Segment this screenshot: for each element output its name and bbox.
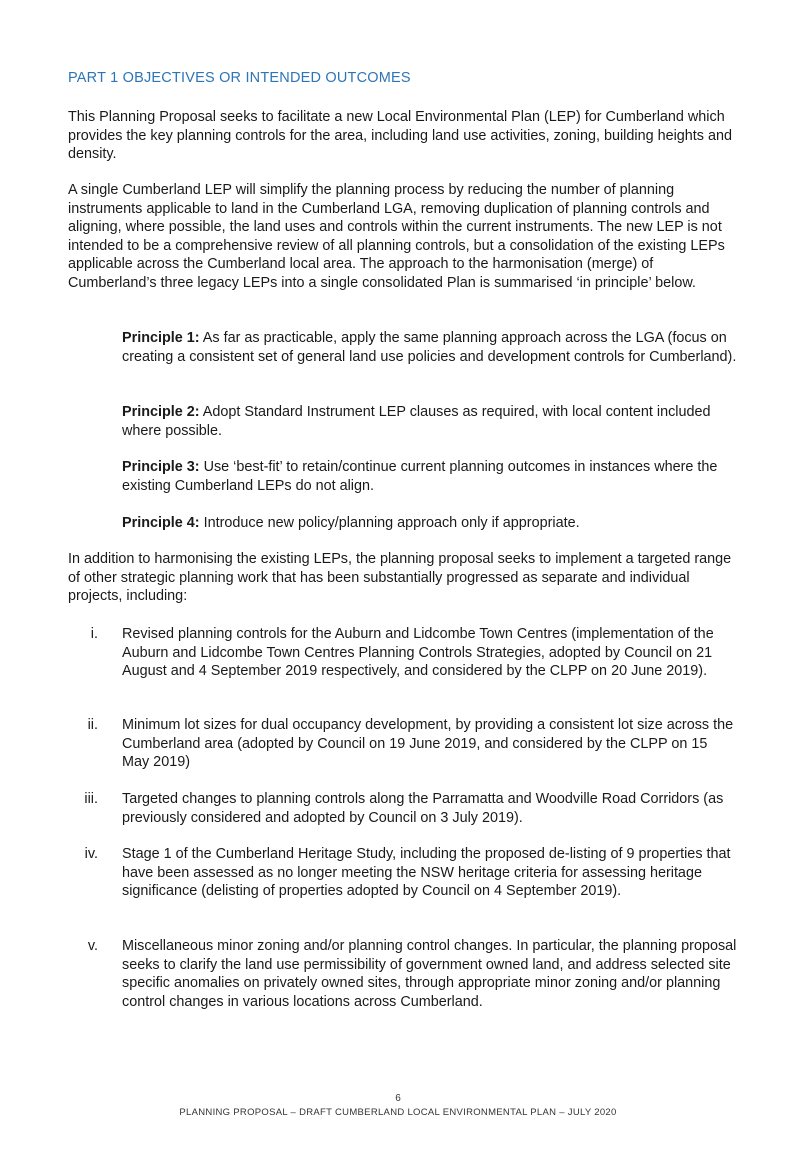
harmonisation-paragraph: A single Cumberland LEP will simplify the planning process by reducing the number of planning instruments applicable to land in the Cumberland LGA, removing duplication of planning controls and aligning, where possible, the land uses and controls within the current instruments. The new LEP is not intended to be a comprehensive review of all planning controls, but a consolidation of the existing LEPs applicable across the Cumberland local area. The approach to the harmonisation (merge) of Cumberland’s three legacy LEPs into a single consolidated Plan is summarised ‘in principle’ below. (68, 182, 725, 291)
principle-4 (122, 514, 738, 533)
principle-3-label: Principle 3: (122, 459, 200, 475)
principle-2-label: Principle 2: (122, 404, 200, 420)
list-item-number: i. (90, 626, 98, 642)
page-number: 6 (395, 1093, 401, 1104)
intro-paragraph: This Planning Proposal seeks to facilitate a new Local Environmental Plan (LEP) for Cumberland which provides the key planning controls for the area, including land use activities, zoning, building heights and density. (68, 109, 732, 163)
list-item-text: Minimum lot sizes for dual occupancy development, by providing a consistent lot size across the Cumberland area (adopted by Council on 19 June 2019, and considered by the CLPP on 15 May 2019) (122, 717, 734, 771)
additional-work-paragraph: In addition to harmonising the existing LEPs, the planning proposal seeks to implement a targeted range of other strategic planning work that has been substantially progressed as separate and individual projects, including: (68, 551, 732, 605)
principle-1-label: Principle 1: (122, 330, 200, 346)
list-item-text: Miscellaneous minor zoning and/or planning control changes. In particular, the planning proposal seeks to clarify the land use permissibility of government owned land, and address selected site specific anomalies on privately owned sites, through appropriate minor zoning and/or planning control changes in various locations across Cumberland. (122, 938, 737, 1010)
list-item-number: iv. (84, 846, 98, 862)
page-footer: PLANNING PROPOSAL – DRAFT CUMBERLAND LOCAL ENVIRONMENTAL PLAN – JULY 2020 (179, 1107, 617, 1118)
list-item-text: Targeted changes to planning controls along the Parramatta and Woodville Road Corridors (as previously considered and adopted by Council on 3 July 2019). (122, 791, 724, 826)
list-item-text: Stage 1 of the Cumberland Heritage Study, including the proposed de-listing of 9 properties that have been assessed as no longer meeting the NSW heritage criteria for assessing heritage significance (delisting of properties adopted by Council on 4 September 2019). (122, 846, 731, 900)
list-item-number: iii. (84, 791, 98, 807)
principle-1-text: As far as practicable, apply the same planning approach across the LGA (focus on creating a consistent set of general land use policies and development controls for Cumberland). (122, 330, 737, 365)
principle-4-label: Principle 4: (122, 515, 200, 531)
principle-2-text: Adopt Standard Instrument LEP clauses as required, with local content included where possible. (122, 404, 711, 439)
list-item-text: Revised planning controls for the Auburn and Lidcombe Town Centres (implementation of the Auburn and Lidcombe Town Centres Planning Controls Strategies, adopted by Council on 21 August and 4 September 2019 respectively, and considered by the CLPP on 20 June 2019). (122, 626, 714, 680)
list-item-number: ii. (87, 717, 98, 733)
principle-3-text: Use ‘best-fit’ to retain/continue current planning outcomes in instances where the existing Cumberland LEPs do not align. (122, 459, 718, 494)
principle-3 (122, 458, 738, 495)
principle-2 (122, 403, 738, 440)
section-heading: PART 1 OBJECTIVES OR INTENDED OUTCOMES (68, 70, 411, 86)
list-item-number: v. (87, 938, 98, 954)
principle-1 (122, 329, 738, 366)
principle-4-text: Introduce new policy/planning approach only if appropriate. (203, 515, 580, 531)
